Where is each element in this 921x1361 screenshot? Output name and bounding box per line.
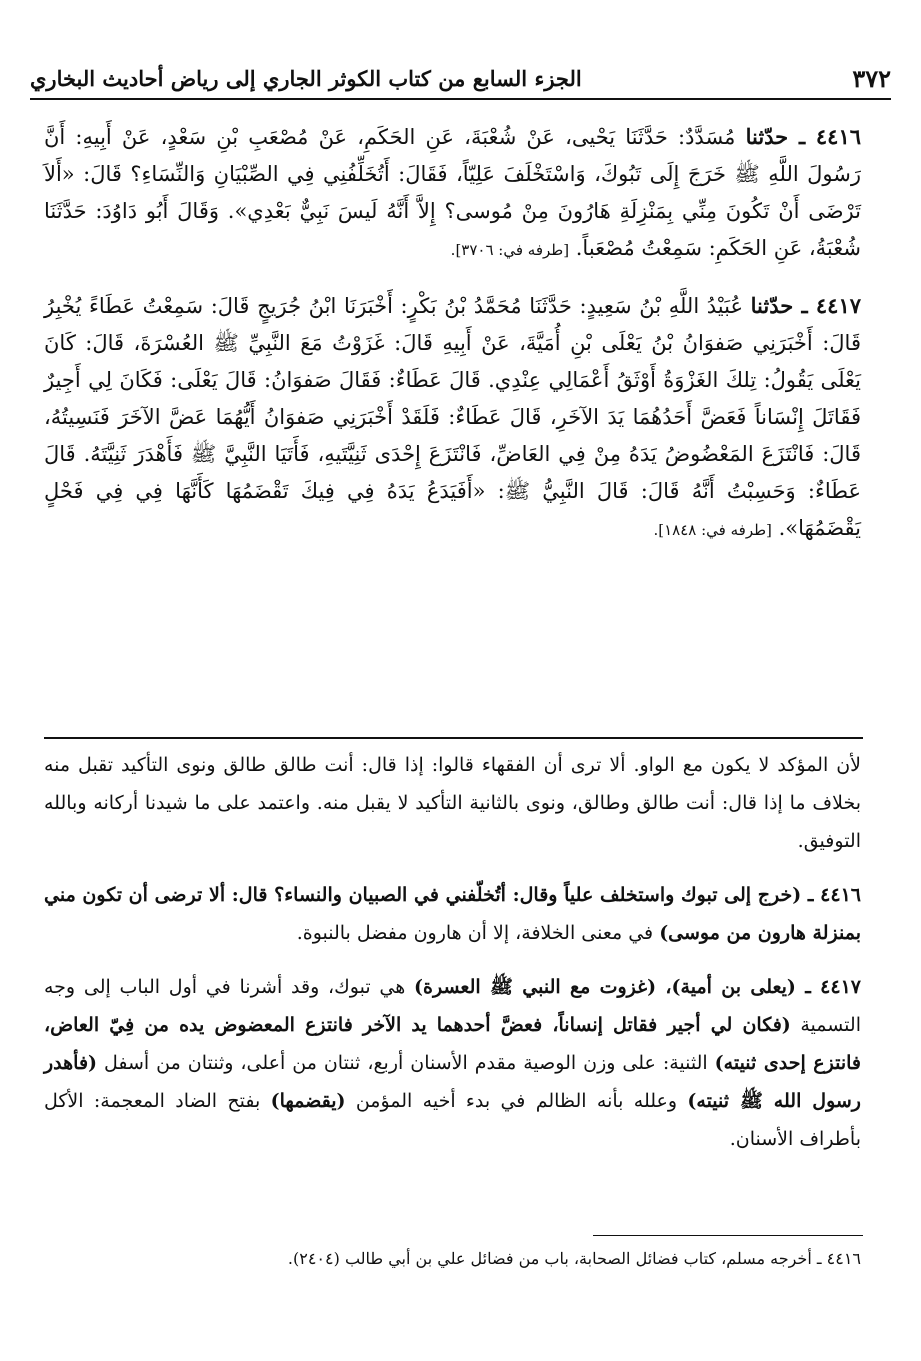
commentary-number: ٤٤١٦ ـ xyxy=(807,884,861,906)
commentary-4416 xyxy=(44,876,861,952)
commentary-text: في معنى الخلافة، إلا أن هارون مفضل بالنبوة. xyxy=(296,922,660,944)
commentary-4417 xyxy=(44,968,861,1158)
footnote-divider xyxy=(593,1235,863,1236)
hadith-body: مُسَدَّدٌ: حَدَّثَنَا يَحْيى، عَنْ شُعْبَةَ، عَنِ الحَكَمِ، عَنْ مُصْعَبِ بْنِ سَعْدٍ، عَنْ أَبِيهِ: أَنَّ رَسُولَ اللَّهِ ﷺ خَرَجَ إِلَى تَبُوكَ، وَاسْتَخْلَفَ عَلِيّاً، فَقَالَ: أَتُخَلِّفُنِي فِي الصِّبْيَانِ وَالنِّسَاءِ؟ قَالَ: «أَلاَ تَرْضَى أَنْ تَكُونَ مِنِّي بِمَنْزِلَةِ هَارُونَ مِنْ مُوسى؟ إِلاَّ أَنَّهُ لَيسَ نَبِيٌّ بَعْدِي». وَقَالَ أَبُو دَاوُدَ: حَدَّثَنَا شُعْبَةُ، عَنِ الحَكَمِ: سَمِعْتُ مُصْعَباً. xyxy=(44,125,861,260)
page-header xyxy=(30,58,891,100)
quoted-phrase: (يعلى بن أمية)، (غزوت مع النبي ﷺ العسرة) xyxy=(414,976,806,998)
page-number: ٣٧٢ xyxy=(852,63,891,93)
footnote: ٤٤١٦ ـ أخرجه مسلم، كتاب فضائل الصحابة، باب من فضائل علي بن أبي طالب (٢٤٠٤). xyxy=(287,1249,861,1268)
hadith-lead: ٤٤١٧ ـ حدّثنا xyxy=(750,293,862,318)
hadith-body: عُبَيْدُ اللَّهِ بْنُ سَعِيدٍ: حَدَّثَنَا مُحَمَّدُ بْنُ بَكْرٍ: أَخْبَرَنَا ابْنُ جُرَيجٍ قَالَ: سَمِعْتُ عَطَاءً يُخْبِرُ قَالَ: أَخْبَرَنِي صَفوَانُ بْنُ يَعْلَى بْنِ أُمَيَّةَ، عَنْ أَبِيهِ قَالَ: غَزَوْتُ مَعَ النَّبِيِّ ﷺ العُسْرَةَ، قَالَ: كَانَ يَعْلَى يَقُولُ: تِلكَ الغَزْوَةُ أَوْثَقُ أَعْمَالِي عِنْدِي. قَالَ عَطَاءٌ: فَقَالَ صَفوَانُ: قَالَ يَعْلَى: فَكَانَ لِي أَجِيرٌ فَقَاتَلَ إِنْسَاناً فَعَضَّ أَحَدُهُمَا يَدَ الآخَرِ، قَالَ عَطَاءٌ: فَلَقَدْ أَخْبَرَنِي صَفوَانُ أَيُّهُمَا عَضَّ الآخَرَ فَنَسِيتُهُ، قَالَ: فَانْتَزَعَ المَعْضُوضُ يَدَهُ مِنْ فِي العَاضِّ، فَانْتَزَعَ إِحْدَى ثَنِيَّتَيهِ، فَأَتَيَا النَّبِيَّ ﷺ فَأَهْدَرَ ثَنِيَّتَهُ. قَالَ عَطَاءٌ: وَحَسِبْتُ أَنَّهُ قَالَ: قَالَ النَّبِيُّ ﷺ: «أَفَيَدَعُ يَدَهُ فِي فِيكَ تَقْضَمُهَا كَأَنَّهَا فِي فِي فَحْلٍ يَقْضَمُهَا». xyxy=(44,294,861,540)
hadith-text xyxy=(44,118,861,567)
commentary-number: ٤٤١٧ ـ xyxy=(805,976,861,998)
commentary xyxy=(44,746,861,1174)
commentary-intro: لأن المؤكد لا يكون مع الواو. ألا ترى أن الفقهاء قالوا: إذا قال: أنت طالق طالق ونوى التأكيد تقبل منه بخلاف ما إذا قال: أنت طالق وطالق، ونوى بالثانية التأكيد لا يقبل منه. واعتمد على ما شيدنا أركانه وبالله التوفيق. xyxy=(44,754,861,852)
hadith-reference: [طرفه في: ١٨٤٨]. xyxy=(653,521,772,539)
hadith-4416 xyxy=(44,118,861,269)
commentary-text: الثنية: على وزن الوصية مقدم الأسنان أربع، ثنتان من أعلى، وثنتان من أسفل xyxy=(97,1052,715,1074)
hadith-4417 xyxy=(44,287,861,549)
hadith-reference: [طرفه في: ٣٧٠٦]. xyxy=(450,241,570,259)
commentary-text: بفتح الضاد المعجمة: الأكل بأطراف الأسنان. xyxy=(44,1090,861,1150)
quoted-phrase: (فأهدر رسول الله ﷺ ثنيته) xyxy=(44,1052,861,1112)
quoted-phrase: (فكان لي أجير فقاتل إنساناً، فعضَّ أحدهما يد الآخر فانتزع المعضوض يده من فِيّ العاض، فانتزع إحدى ثنيته) xyxy=(44,1014,861,1074)
commentary-text: هي تبوك، وقد أشرنا في أول الباب إلى وجه التسمية xyxy=(44,976,861,1036)
commentary-text: وعلله بأنه الظالم في بدء أخيه المؤمن xyxy=(345,1090,688,1112)
quoted-phrase: (خرج إلى تبوك واستخلف علياً وقال: أتُخلّفني في الصبيان والنساء؟ قال: ألا ترضى أن تكون مني بمنزلة هارون من موسى) xyxy=(44,884,861,944)
running-title: الجزء السابع من كتاب الكوثر الجاري إلى رياض أحاديث البخاري xyxy=(30,65,582,91)
section-divider xyxy=(44,737,863,739)
hadith-lead: ٤٤١٦ ـ حدّثنا xyxy=(745,124,862,149)
quoted-phrase: (يقضمها) xyxy=(270,1090,346,1112)
